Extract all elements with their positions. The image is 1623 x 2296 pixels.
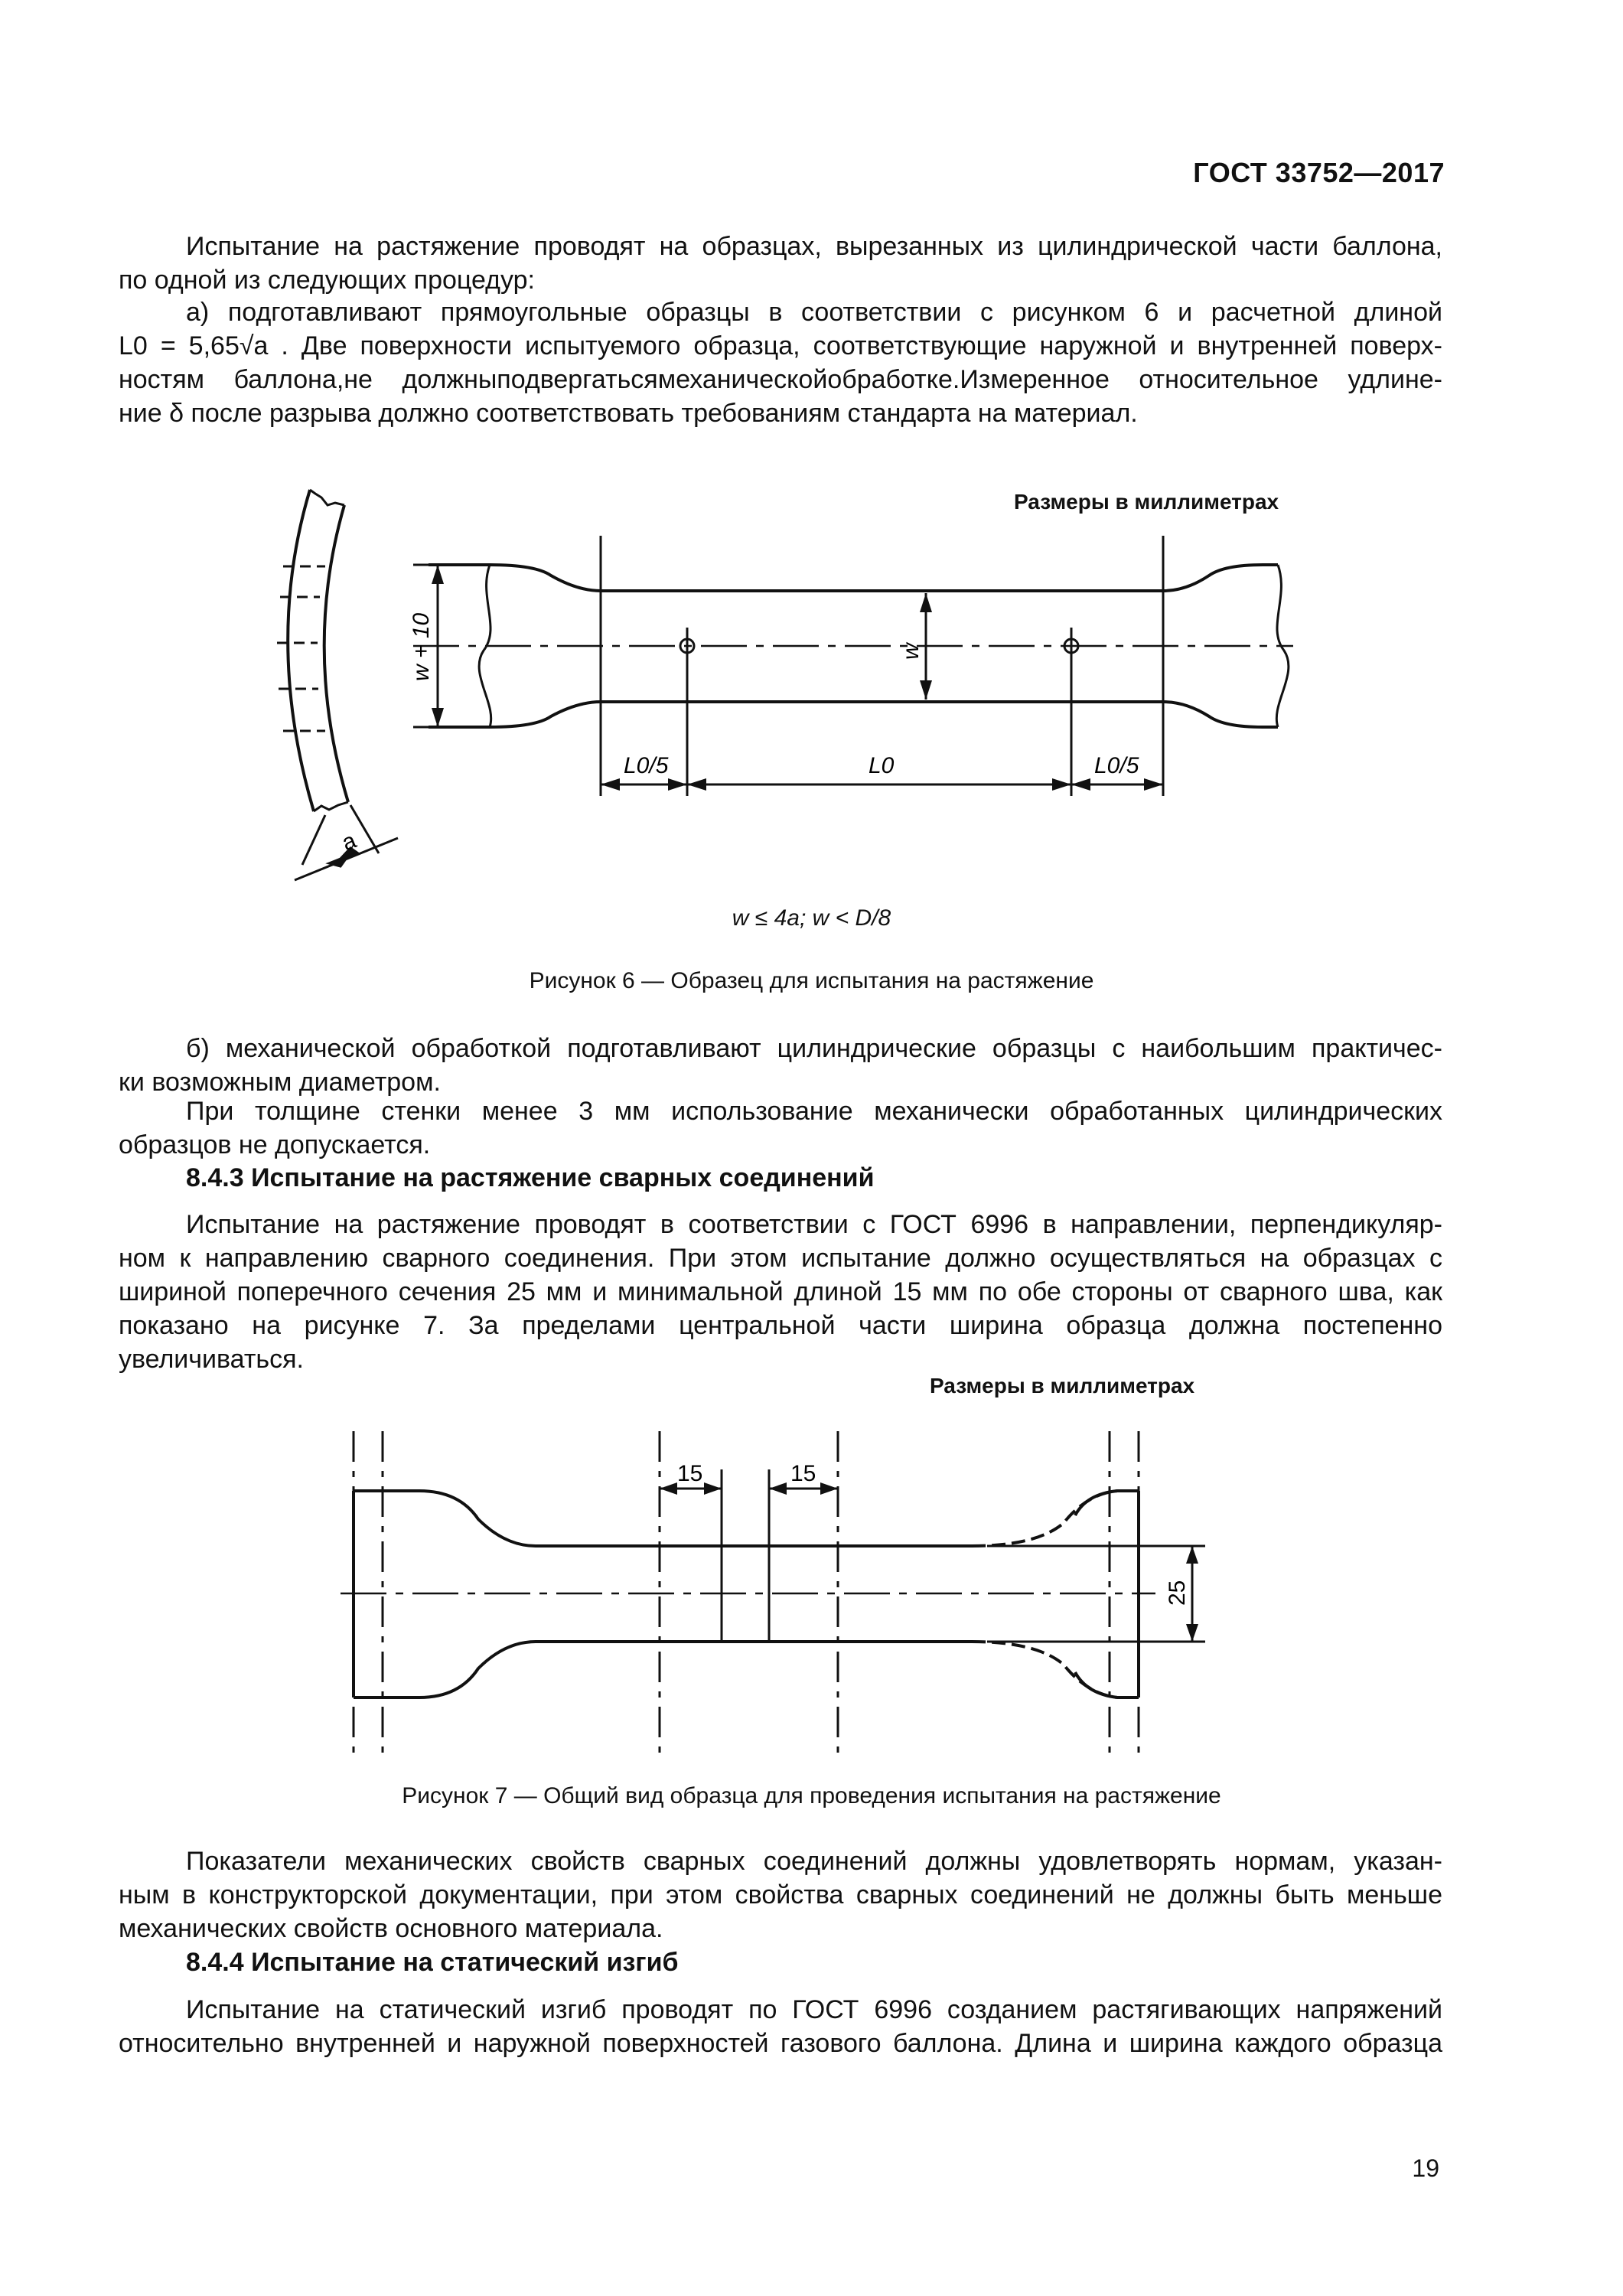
label-w-plus-10: w + 10 xyxy=(409,612,434,681)
label-l0-fifth-left: L0/5 xyxy=(624,753,669,778)
text-line: Показатели механических свойств сварных соединений должны удовлетворять нормам, указан- xyxy=(186,1847,1442,1876)
page-number: 19 xyxy=(1412,2154,1439,2182)
text-line: а) подготавливают прямоугольные образцы в соответствии с рисунком 6 и расчетной длиной xyxy=(186,298,1442,327)
text-line: механических свойств основного материала. xyxy=(119,1914,663,1943)
text-line: ние δ после разрыва должно соответствовать требованиям стандарта на материал. xyxy=(119,399,1138,428)
label-w: w xyxy=(898,643,924,660)
text-line: ностям баллона,не должныподвергатьсямеханическойобработке.Измеренное относительное удлине- xyxy=(119,365,1442,394)
text-line: Испытание на статический изгиб проводят по ГОСТ 6996 созданием растягивающих напряжений xyxy=(186,1995,1442,2024)
figure6-formula: w ≤ 4a; w < D/8 xyxy=(732,905,891,931)
label-a: a xyxy=(338,827,360,856)
text-line: ки возможным диаметром. xyxy=(119,1068,441,1097)
figure6-caption: Рисунок 6 — Образец для испытания на растяжение xyxy=(529,968,1094,993)
paragraph-mechanical-properties xyxy=(119,1844,1442,1945)
label-l0-fifth-right: L0/5 xyxy=(1094,753,1139,778)
label-25: 25 xyxy=(1165,1580,1190,1606)
figure6-specimen xyxy=(413,536,1293,796)
paragraph-item-b xyxy=(119,1032,1442,1099)
text-line: образцов не допускается. xyxy=(119,1130,431,1159)
paragraph-static-bend xyxy=(119,1993,1442,2060)
section-heading-8-4-3: 8.4.3 Испытание на растяжение сварных соединений xyxy=(186,1163,875,1192)
figure7-specimen xyxy=(341,1431,1205,1760)
text-line: Испытание на растяжение проводят на образцах, вырезанных из цилиндрической части баллона, xyxy=(186,232,1442,261)
text-line: относительно внутренней и наружной поверхностей газового баллона. Длина и ширина каждого образца xyxy=(119,2029,1442,2058)
text-line: увеличиваться. xyxy=(119,1345,304,1374)
figure7-caption: Рисунок 7 — Общий вид образца для проведения испытания на растяжение xyxy=(402,1783,1221,1808)
text-line: по одной из следующих процедур: xyxy=(119,266,535,295)
figure7-dimensions-note: Размеры в миллиметрах xyxy=(930,1374,1195,1397)
text-line: Испытание на растяжение проводят в соответствии с ГОСТ 6996 в направлении, перпендикуляр- xyxy=(186,1210,1442,1239)
text-line: ном к направлению сварного соединения. При этом испытание должно осуществляться на образцах с xyxy=(119,1244,1442,1273)
figure6-dimensions-note: Размеры в миллиметрах xyxy=(1014,490,1279,514)
text-line: показано на рисунке 7. За пределами центральной части ширина образца должна постепенно xyxy=(119,1311,1442,1340)
text-line: шириной поперечного сечения 25 мм и минимальной длиной 15 мм по обе стороны от сварного шва, как xyxy=(119,1277,1442,1306)
figure6-labels xyxy=(338,612,1139,856)
label-l0: L0 xyxy=(869,753,895,778)
text-line: При толщине стенки менее 3 мм использование механически обработанных цилиндрических xyxy=(186,1097,1442,1126)
standard-header: ГОСТ 33752—2017 xyxy=(1193,157,1445,188)
paragraph-wall-thickness xyxy=(119,1094,1442,1162)
figure7-labels xyxy=(677,1461,1190,1606)
section-heading-8-4-4: 8.4.4 Испытание на статический изгиб xyxy=(186,1948,679,1977)
text-line: ным в конструкторской документации, при этом свойства сварных соединений не должны быть меньше xyxy=(119,1880,1442,1910)
label-15-right: 15 xyxy=(790,1461,816,1486)
text-line: L0 = 5,65√a . Две поверхности испытуемого образца, соответствующие наружной и внутренней поверх- xyxy=(119,331,1442,360)
paragraph-weld-tensile xyxy=(119,1208,1442,1376)
text-line: б) механической обработкой подготавливают цилиндрические образцы с наибольшим практичес- xyxy=(186,1034,1442,1063)
label-15-left: 15 xyxy=(677,1461,703,1486)
figure6-wall-section xyxy=(277,490,398,880)
